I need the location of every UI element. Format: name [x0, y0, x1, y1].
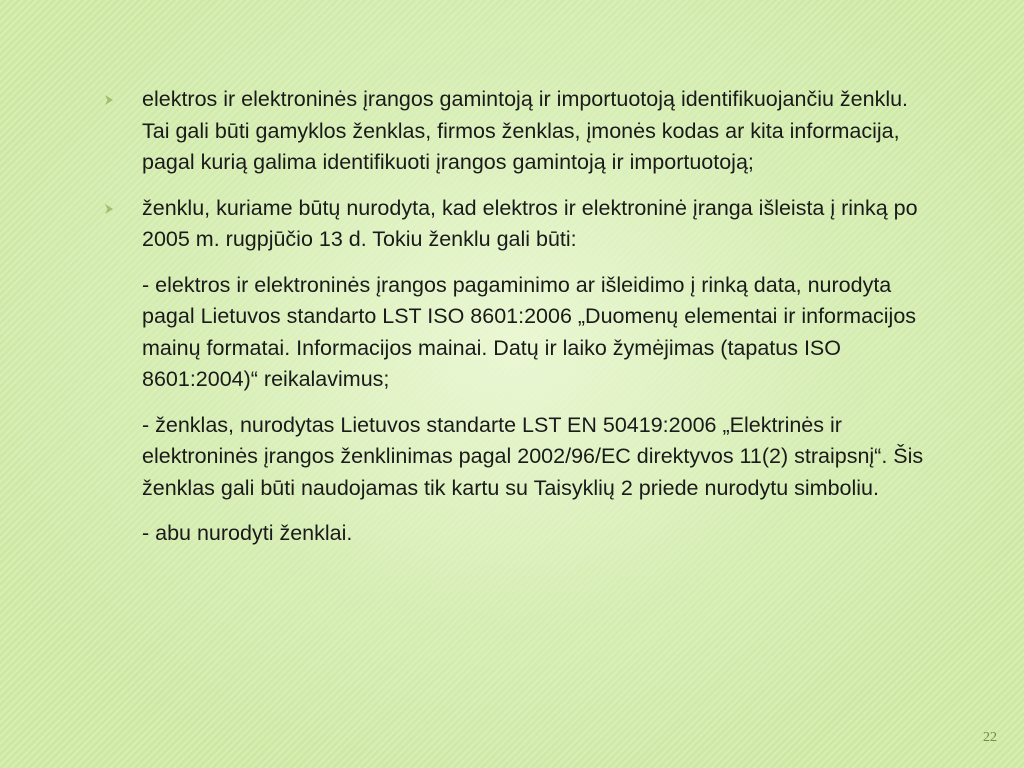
- bullet-text: elektros ir elektroninės įrangos gamintoją ir importuotoją identifikuojančiu ženklu. Tai gali būti gamyklos ženklas, firmos ženklas, įmonės kodas ar kita informacija, pagal kurią galima identifikuoti įrangos gamintoją ir importuotoją;: [142, 87, 909, 174]
- bullet-item: [104, 193, 934, 256]
- page-number: 22: [983, 730, 997, 745]
- sub-item: - abu nurodyti ženklai.: [142, 521, 353, 545]
- sub-item: - elektros ir elektroninės įrangos pagaminimo ar išleidimo į rinką data, nurodyta pagal Lietuvos standarto LST ISO 8601:2006 „Duomenų elementai ir informacijos mainų formatai. Informacijos mainai. Datų ir laiko žymėjimas (tapatus ISO 8601:2004)“ reikalavimus;: [142, 272, 917, 391]
- bullet-item: [104, 84, 934, 179]
- slide-content: [104, 84, 934, 564]
- arrow-bullet-icon: [104, 95, 114, 105]
- bullet-text: ženklu, kuriame būtų nurodyta, kad elektros ir elektroninė įranga išleista į rinką po 2005 m. rugpjūčio 13 d. Tokiu ženklu gali būti:: [142, 195, 918, 251]
- sub-item: - ženklas, nurodytas Lietuvos standarte LST EN 50419:2006 „Elektrinės ir elektroninės įrangos ženklinimas pagal 2002/96/EC direktyvos 11(2) straipsnį“. Šis ženklas gali būti naudojamas tik kartu su Taisyklių 2 priede nurodytu simboliu.: [142, 412, 924, 500]
- arrow-bullet-icon: [104, 204, 114, 214]
